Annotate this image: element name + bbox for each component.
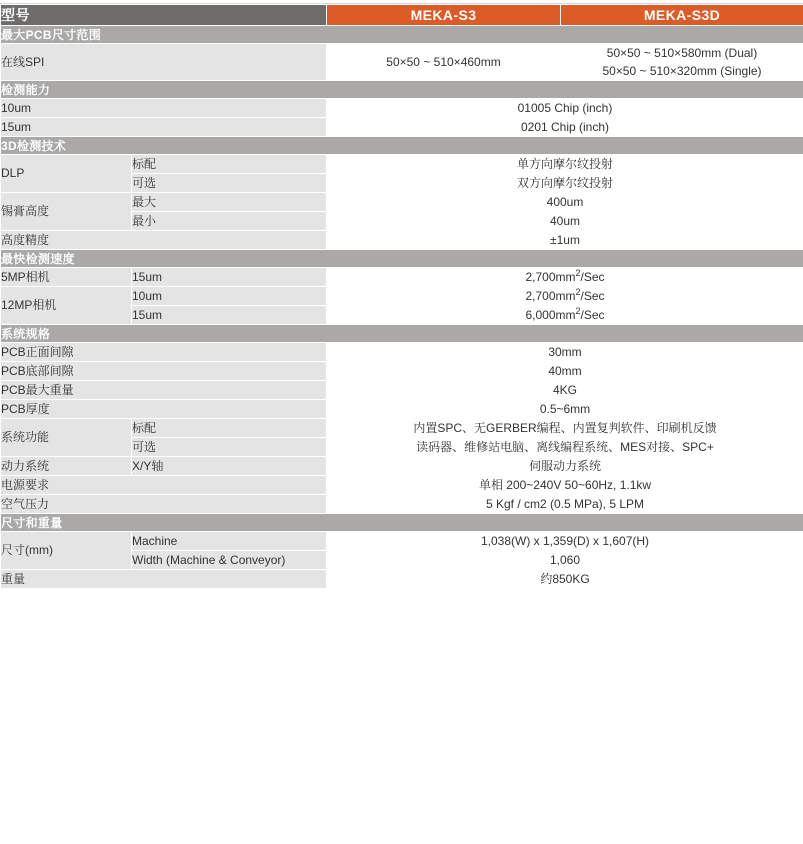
header-product-meka-s3d: MEKA-S3D — [561, 5, 803, 26]
section-row-detection-capability — [1, 81, 803, 99]
value-power-requirement: 单相 200~240V 50~60Hz, 1.1kw — [327, 476, 803, 495]
value-15um: 0201 Chip (inch) — [327, 118, 803, 137]
row-label-size-mm: 尺寸(mm) — [1, 532, 132, 570]
row-label-pcb-top-clearance: PCB正面间隙 — [1, 343, 327, 362]
table-row — [1, 495, 803, 514]
row-label-air-pressure: 空气压力 — [1, 495, 327, 514]
sub-label-paste-height-min: 最小 — [132, 212, 327, 231]
value-12mp-10um-superscript: 2 — [575, 287, 581, 297]
row-label-15um: 15um — [1, 118, 327, 137]
section-title-dimensions: 尺寸和重量 — [1, 514, 803, 532]
value-12mp-speed-10um — [327, 287, 803, 306]
value-5mp-speed — [327, 268, 803, 287]
row-label-inline-spi: 在线SPI — [1, 44, 327, 81]
value-pcb-bottom-clearance: 40mm — [327, 362, 803, 381]
table-row — [1, 231, 803, 250]
header-product-meka-s3: MEKA-S3 — [327, 5, 561, 26]
value-12mp-10um-unit: /Sec — [580, 289, 605, 303]
value-inline-spi-s3d-single: 50×50 ~ 510×320mm (Single) — [602, 64, 762, 78]
row-label-12mp-camera: 12MP相机 — [1, 287, 132, 325]
section-title-speed: 最快检测速度 — [1, 250, 803, 268]
row-label-pcb-max-weight: PCB最大重量 — [1, 381, 327, 400]
value-paste-height-min: 40um — [327, 212, 803, 231]
specification-table — [0, 4, 803, 589]
table-row — [1, 343, 803, 362]
sub-label-size-width-conveyor: Width (Machine & Conveyor) — [132, 551, 327, 570]
table-row — [1, 400, 803, 419]
header-model-label: 型号 — [1, 5, 327, 26]
value-12mp-15um-superscript: 2 — [575, 306, 581, 316]
value-5mp-speed-superscript: 2 — [575, 268, 581, 278]
section-title-3d-tech: 3D检测技术 — [1, 137, 803, 155]
table-row — [1, 381, 803, 400]
value-dlp-optional: 双方向摩尔纹投射 — [327, 174, 803, 193]
value-size-width-conveyor: 1,060 — [327, 551, 803, 570]
value-inline-spi-s3: 50×50 ~ 510×460mm — [327, 44, 561, 81]
row-label-weight: 重量 — [1, 570, 327, 589]
row-label-dlp: DLP — [1, 155, 132, 193]
section-row-speed — [1, 250, 803, 268]
table-row — [1, 457, 803, 476]
table-row — [1, 362, 803, 381]
value-12mp-10um-number: 2,700mm — [525, 289, 576, 303]
table-header-row — [1, 5, 803, 26]
value-power-system: 伺服动力系统 — [327, 457, 803, 476]
row-label-power-system: 动力系统 — [1, 457, 132, 476]
section-title-pcb-size: 最大PCB尺寸范围 — [1, 26, 803, 44]
section-row-pcb-size — [1, 26, 803, 44]
table-row — [1, 118, 803, 137]
value-inline-spi-s3d-dual: 50×50 ~ 510×580mm (Dual) — [606, 46, 758, 60]
row-label-pcb-bottom-clearance: PCB底部间隙 — [1, 362, 327, 381]
table-row — [1, 287, 803, 306]
sub-label-12mp-10um: 10um — [132, 287, 327, 306]
value-12mp-15um-unit: /Sec — [580, 308, 605, 322]
row-label-height-accuracy: 高度精度 — [1, 231, 327, 250]
value-12mp-speed-15um — [327, 306, 803, 325]
table-row — [1, 570, 803, 589]
value-weight: 约850KG — [327, 570, 803, 589]
sub-label-system-function-optional: 可选 — [132, 438, 327, 457]
value-pcb-thickness: 0.5~6mm — [327, 400, 803, 419]
sub-label-5mp-15um: 15um — [132, 268, 327, 287]
value-5mp-speed-unit: /Sec — [580, 270, 605, 284]
sub-label-paste-height-max: 最大 — [132, 193, 327, 212]
sub-label-dlp-standard: 标配 — [132, 155, 327, 174]
value-5mp-speed-number: 2,700mm — [525, 270, 576, 284]
value-paste-height-max: 400um — [327, 193, 803, 212]
row-label-5mp-camera: 5MP相机 — [1, 268, 132, 287]
row-label-system-function: 系统功能 — [1, 419, 132, 457]
value-pcb-top-clearance: 30mm — [327, 343, 803, 362]
row-label-power-requirement: 电源要求 — [1, 476, 327, 495]
value-inline-spi-s3d — [561, 44, 803, 81]
table-row — [1, 193, 803, 212]
section-row-3d-tech — [1, 137, 803, 155]
value-size-machine: 1,038(W) x 1,359(D) x 1,607(H) — [327, 532, 803, 551]
sub-label-system-function-standard: 标配 — [132, 419, 327, 438]
value-dlp-standard: 单方向摩尔纹投射 — [327, 155, 803, 174]
sub-label-12mp-15um: 15um — [132, 306, 327, 325]
sub-label-size-machine: Machine — [132, 532, 327, 551]
row-label-paste-height: 锡膏高度 — [1, 193, 132, 231]
table-row — [1, 419, 803, 438]
value-air-pressure: 5 Kgf / cm2 (0.5 MPa), 5 LPM — [327, 495, 803, 514]
value-system-function-optional: 读码器、维修站电脑、离线编程系统、MES对接、SPC+ — [327, 438, 803, 457]
table-row — [1, 476, 803, 495]
sub-label-power-system-xy-axis: X/Y轴 — [132, 457, 327, 476]
section-row-system-spec — [1, 325, 803, 343]
section-title-system-spec: 系统规格 — [1, 325, 803, 343]
sub-label-dlp-optional: 可选 — [132, 174, 327, 193]
section-title-detection-capability: 检测能力 — [1, 81, 803, 99]
row-label-pcb-thickness: PCB厚度 — [1, 400, 327, 419]
value-12mp-15um-number: 6,000mm — [525, 308, 576, 322]
section-row-dimensions — [1, 514, 803, 532]
row-label-10um: 10um — [1, 99, 327, 118]
table-row — [1, 532, 803, 551]
value-pcb-max-weight: 4KG — [327, 381, 803, 400]
table-row — [1, 44, 803, 81]
value-height-accuracy: ±1um — [327, 231, 803, 250]
table-row — [1, 268, 803, 287]
table-row — [1, 155, 803, 174]
value-10um: 01005 Chip (inch) — [327, 99, 803, 118]
value-system-function-standard: 内置SPC、无GERBER编程、内置复判软件、印刷机反馈 — [327, 419, 803, 438]
table-row — [1, 99, 803, 118]
